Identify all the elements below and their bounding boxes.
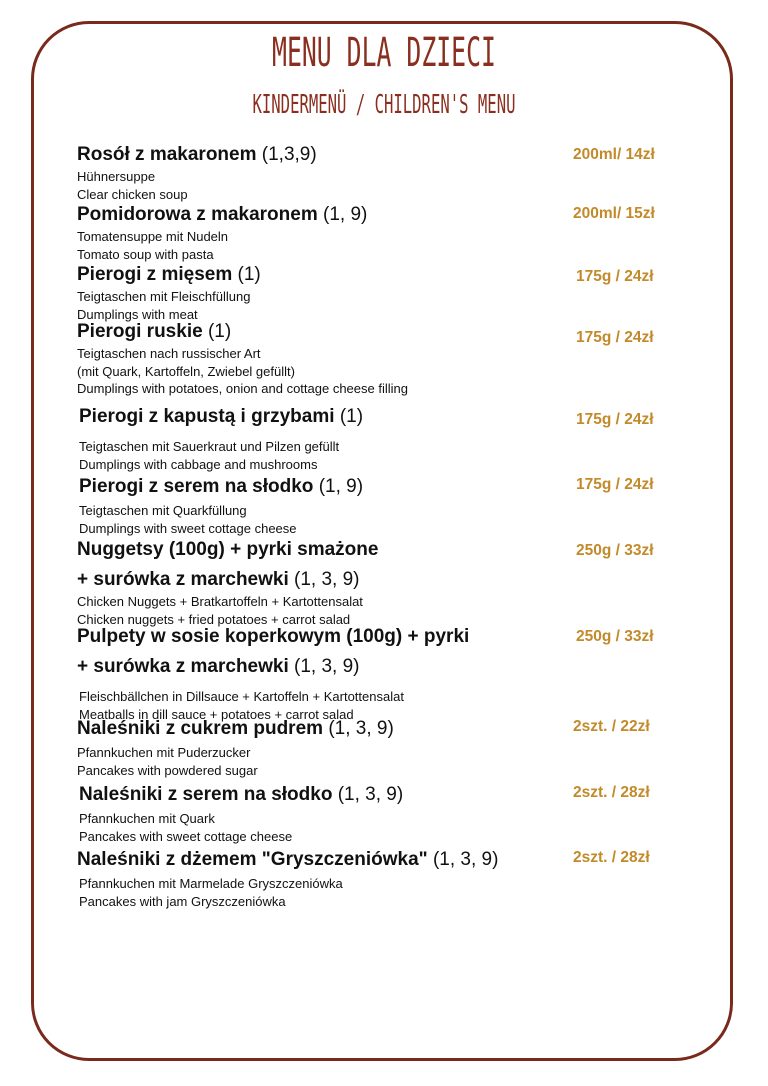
item-desc-de: Pfannkuchen mit Puderzucker bbox=[77, 745, 251, 760]
item-allergens: (1, 3, 9) bbox=[432, 849, 499, 870]
item-desc-en: Chicken nuggets + fried potatoes + carrot salad bbox=[77, 611, 351, 627]
item-name: Pulpety w sosie koperkowym (100g) + pyrki bbox=[77, 626, 470, 647]
item-name: Pierogi z serem na słodko (1, 9) bbox=[79, 476, 364, 497]
item-desc-en: Dumplings with sweet cottage cheese bbox=[79, 520, 297, 536]
item-desc-de: Teigtaschen mit Fleischfüllung bbox=[77, 289, 251, 304]
item-desc-en: Dumplings with meat bbox=[77, 306, 198, 322]
item-allergens: (1) bbox=[339, 406, 364, 427]
item-desc-en: Clear chicken soup bbox=[77, 186, 188, 202]
item-name: Naleśniki z cukrem pudrem (1, 3, 9) bbox=[77, 718, 394, 739]
item-desc-note: (mit Quark, Kartoffeln, Zwiebel gefüllt) bbox=[77, 363, 295, 379]
item-name: Pierogi z kapustą i grzybami (1) bbox=[79, 406, 364, 427]
item-desc-de: Chicken Nuggets + Bratkartoffeln + Kartottensalat bbox=[77, 594, 363, 609]
item-price: 175g / 24zł bbox=[576, 476, 654, 493]
item-desc-en: Pancakes with sweet cottage cheese bbox=[79, 828, 293, 844]
item-name: Rosół z makaronem (1,3,9) bbox=[77, 144, 317, 165]
item-allergens: (1, 3, 9) bbox=[294, 569, 360, 590]
item-price: 175g / 24zł bbox=[576, 268, 654, 285]
item-desc-de: Pfannkuchen mit Marmelade Gryszczeniówka bbox=[79, 876, 343, 891]
item-desc-de: Hühnersuppe bbox=[77, 169, 156, 184]
item-price: 2szt. / 28zł bbox=[573, 849, 650, 866]
item-name-line2: + surówka z marchewki (1, 3, 9) bbox=[77, 656, 360, 677]
item-price: 200ml/ 14zł bbox=[573, 146, 655, 163]
item-name: Naleśniki z serem na słodko (1, 3, 9) bbox=[79, 784, 404, 805]
item-allergens: (1, 9) bbox=[323, 204, 368, 225]
item-name-line2: + surówka z marchewki (1, 3, 9) bbox=[77, 569, 360, 590]
item-allergens: (1) bbox=[237, 264, 261, 285]
item-allergens: (1,3,9) bbox=[261, 144, 317, 165]
item-desc-en: Dumplings with cabbage and mushrooms bbox=[79, 456, 318, 472]
item-allergens: (1, 9) bbox=[318, 476, 364, 497]
item-desc-en: Meatballs in dill sauce + potatoes + carrot salad bbox=[79, 706, 354, 722]
menu-title: MENU DLA DZIECI bbox=[272, 30, 496, 76]
item-price: 2szt. / 22zł bbox=[573, 718, 650, 735]
item-name: Pierogi z mięsem (1) bbox=[77, 264, 261, 285]
item-desc-de: Teigtaschen mit Sauerkraut und Pilzen gefüllt bbox=[79, 439, 340, 454]
item-price: 2szt. / 28zł bbox=[573, 784, 650, 801]
item-allergens: (1, 3, 9) bbox=[337, 784, 404, 805]
item-desc-en: Tomato soup with pasta bbox=[77, 246, 214, 262]
item-allergens: (1) bbox=[207, 321, 232, 342]
item-price: 175g / 24zł bbox=[576, 329, 654, 346]
menu-subtitle: KINDERMENÜ / CHILDREN'S MENU bbox=[252, 90, 516, 120]
item-allergens: (1, 3, 9) bbox=[294, 656, 360, 677]
item-name: Naleśniki z dżemem "Gryszczeniówka" (1, 3, 9) bbox=[77, 849, 499, 870]
item-desc-en: Pancakes with jam Gryszczeniówka bbox=[79, 893, 286, 909]
item-price: 175g / 24zł bbox=[576, 411, 654, 428]
item-price: 250g / 33zł bbox=[576, 542, 654, 559]
item-desc-de: Tomatensuppe mit Nudeln bbox=[77, 229, 229, 244]
item-desc-de: Teigtaschen mit Quarkfüllung bbox=[79, 503, 247, 518]
item-price: 200ml/ 15zł bbox=[573, 205, 655, 222]
item-desc-de: Teigtaschen nach russischer Art bbox=[77, 346, 261, 361]
item-desc-de: Fleischbällchen in Dillsauce + Kartoffeln + Kartottensalat bbox=[79, 689, 404, 704]
item-name: Nuggetsy (100g) + pyrki smażone bbox=[77, 539, 379, 560]
item-desc-en: Pancakes with powdered sugar bbox=[77, 762, 258, 778]
item-desc-de: Pfannkuchen mit Quark bbox=[79, 811, 215, 826]
item-desc-en: Dumplings with potatoes, onion and cottage cheese filling bbox=[77, 381, 408, 396]
item-allergens: (1, 3, 9) bbox=[328, 718, 394, 739]
item-price: 250g / 33zł bbox=[576, 628, 654, 645]
item-name: Pomidorowa z makaronem (1, 9) bbox=[77, 204, 368, 225]
item-name: Pierogi ruskie (1) bbox=[77, 321, 232, 342]
